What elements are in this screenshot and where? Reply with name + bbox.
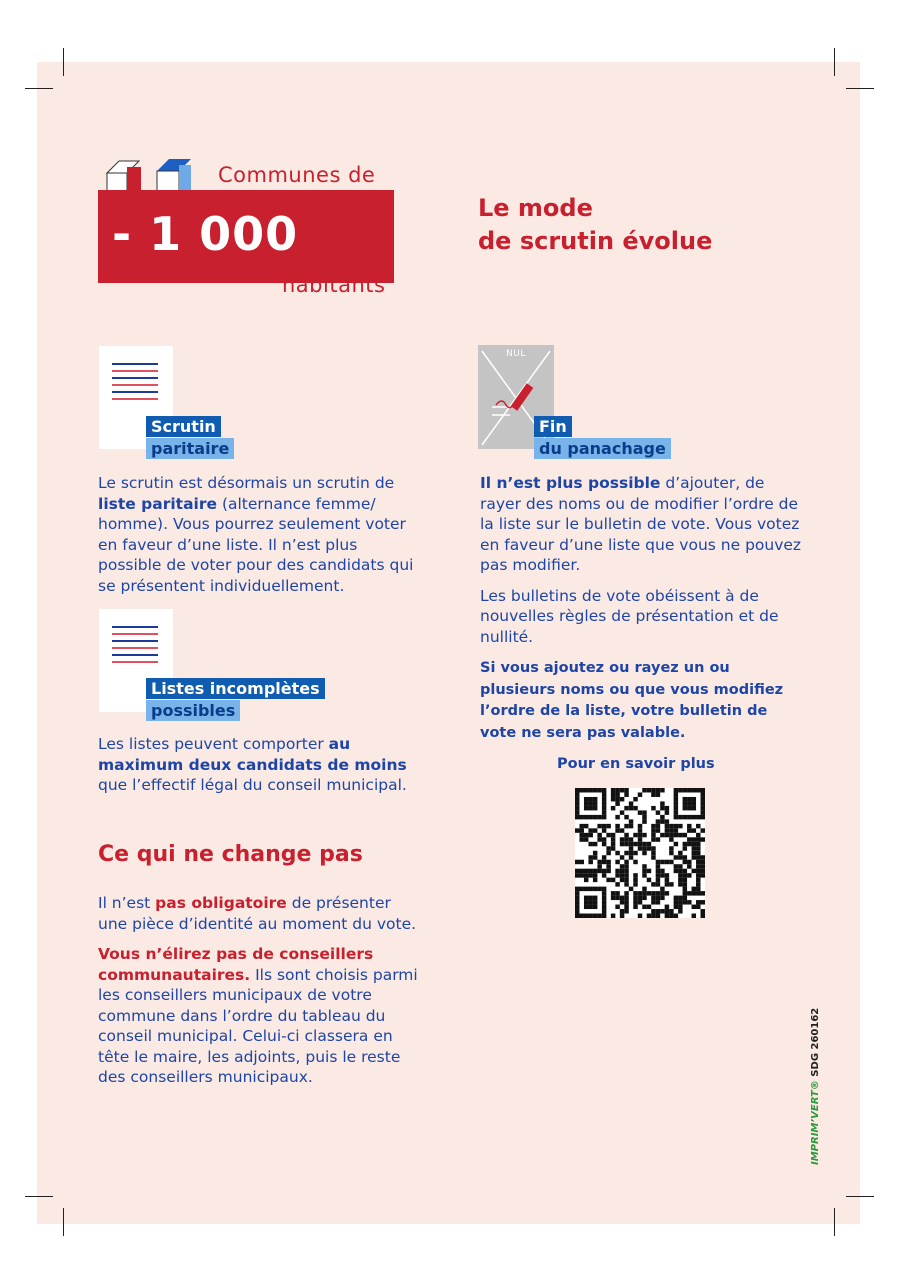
crop-mark xyxy=(63,1208,64,1236)
panachage-paragraph-2: Les bulletins de vote obéissent à de nouvelles règles de présentation et de nullité. xyxy=(480,586,779,646)
tag-line-2: paritaire xyxy=(146,438,234,459)
tag-line-2: possibles xyxy=(146,700,240,721)
crop-mark xyxy=(25,1196,53,1197)
page-title-line-2: de scrutin évolue xyxy=(478,227,713,255)
bold-text: pas obligatoire xyxy=(155,894,287,912)
tag-line-1: Listes incomplètes xyxy=(146,678,325,699)
tag-line-2: du panachage xyxy=(534,438,671,459)
page-title xyxy=(478,192,712,258)
bold-text: au maximum deux candidats de moins xyxy=(98,735,407,774)
crop-mark xyxy=(834,48,835,76)
more-info-label: Pour en savoir plus xyxy=(557,756,715,772)
bold-text: liste paritaire xyxy=(98,494,218,513)
bold-text: Si vous ajoutez ou rayez un ou plusieurs noms ou que vous modifiez l’ordre de la liste, votre bulletin de vote ne sera pas valable. xyxy=(480,660,784,741)
crop-mark xyxy=(25,88,53,89)
crop-mark xyxy=(63,48,64,76)
tag-line-1: Fin xyxy=(534,416,572,437)
qr-code-icon[interactable] xyxy=(575,788,705,918)
page-title-line-1: Le mode xyxy=(478,194,593,222)
tag-line-1: Scrutin xyxy=(146,416,221,437)
houses-icon xyxy=(105,155,205,195)
inchange-text: Il n’est pas obligatoire de présenter une pièce d’identité au moment du vote. Vous n’élirez pas de conseillers communautaires. Ils sont choisis parmi les conseillers municipaux de votre commune dans l’ordre du tableau du conseil municipal. Celui-ci classera en tête le maire, les adjoints, puis le reste des conseillers municipaux. xyxy=(98,894,418,1086)
tag-listes-incompletes xyxy=(146,678,325,721)
crop-mark xyxy=(846,88,874,89)
crop-mark xyxy=(846,1196,874,1197)
tag-fin-panachage xyxy=(534,416,671,459)
panachage-text: Il n’est plus possible d’ajouter, de rayer des noms ou de modifier l’ordre de la liste sur le bulletin de vote. Vous votez en faveur d’une liste que vous ne pouvez pas modifier. Les bulletins de vote obéissent à de nouvelles règles de présentation et de nullité. Si vous ajoutez ou rayez un ou plusieurs noms ou que vous modifiez l’ordre de la liste, votre bulletin de vote ne sera pas valable. xyxy=(480,473,805,753)
tag-scrutin-paritaire xyxy=(146,416,234,459)
imprim-vert-logo: IMPRIM’VERT® SDG 260162 xyxy=(810,1007,821,1165)
crop-mark xyxy=(834,1208,835,1236)
header-number: - 1 000 xyxy=(112,207,299,261)
section-title-inchange: Ce qui ne change pas xyxy=(98,842,363,867)
listes-text: Les listes peuvent comporter au maximum deux candidats de moins que l’effectif légal du conseil municipal. xyxy=(98,735,407,794)
bold-text: Vous n’élirez pas de conseillers communautaires. xyxy=(98,945,374,984)
nul-label: NUL xyxy=(506,349,526,359)
bold-text: Il n’est plus possible xyxy=(480,474,661,492)
paritaire-text: Le scrutin est désormais un scrutin de liste paritaire (alternance femme/ homme). Vous pourrez seulement voter en faveur d’une liste. Il n’est plus possible de voter pour des candidats qui se présentent individuellement. xyxy=(98,474,414,595)
header-line-1: Communes de xyxy=(218,163,376,187)
header-line-3: habitants xyxy=(282,273,386,297)
